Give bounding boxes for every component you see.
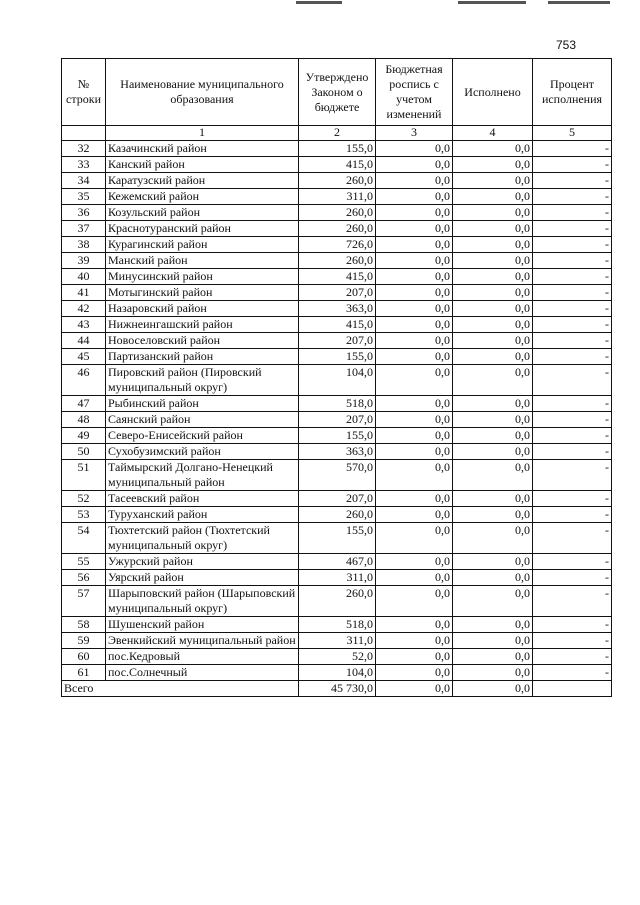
approved-amount: 260,0 [299,173,376,189]
approved-amount: 260,0 [299,253,376,269]
budget-amount: 0,0 [376,365,453,396]
table-row [62,285,612,301]
budget-amount: 0,0 [376,412,453,428]
column-number [62,126,106,141]
approved-amount: 726,0 [299,237,376,253]
executed-amount: 0,0 [453,649,533,665]
header-name: Наименование муниципального образования [106,59,299,126]
approved-amount: 155,0 [299,141,376,157]
budget-amount: 0,0 [376,317,453,333]
budget-amount: 0,0 [376,491,453,507]
executed-amount: 0,0 [453,523,533,554]
page-number: 753 [556,38,577,52]
table-row [62,428,612,444]
execution-percent: - [533,554,612,570]
budget-amount: 0,0 [376,570,453,586]
table-row [62,365,612,396]
municipality-name: Партизанский район [106,349,299,365]
table-row [62,633,612,649]
executed-amount: 0,0 [453,396,533,412]
municipality-name: Шарыповский район (Шарыповский муниципальный округ) [106,586,299,617]
approved-amount: 363,0 [299,444,376,460]
municipality-name: Манский район [106,253,299,269]
table-row [62,460,612,491]
execution-percent: - [533,649,612,665]
row-number: 52 [62,491,106,507]
table-row [62,317,612,333]
approved-amount: 104,0 [299,665,376,681]
approved-amount: 260,0 [299,205,376,221]
executed-amount: 0,0 [453,586,533,617]
municipality-name: Нижнеингашский район [106,317,299,333]
execution-percent: - [533,189,612,205]
row-number: 45 [62,349,106,365]
execution-percent: - [533,444,612,460]
budget-amount: 0,0 [376,173,453,189]
approved-amount: 570,0 [299,460,376,491]
row-number: 43 [62,317,106,333]
executed-amount: 0,0 [453,570,533,586]
approved-amount: 207,0 [299,285,376,301]
table-row [62,301,612,317]
approved-amount: 518,0 [299,396,376,412]
table-row [62,586,612,617]
execution-percent: - [533,396,612,412]
executed-amount: 0,0 [453,633,533,649]
executed-amount: 0,0 [453,444,533,460]
row-number: 61 [62,665,106,681]
municipality-name: Новоселовский район [106,333,299,349]
row-number: 59 [62,633,106,649]
municipality-name: Сухобузимский район [106,444,299,460]
executed-amount: 0,0 [453,317,533,333]
municipality-name: Ужурский район [106,554,299,570]
municipality-name: Саянский район [106,412,299,428]
approved-amount: 260,0 [299,586,376,617]
approved-amount: 415,0 [299,317,376,333]
scan-top-edge-marks [0,0,640,6]
row-number: 54 [62,523,106,554]
executed-amount: 0,0 [453,285,533,301]
budget-amount: 0,0 [376,507,453,523]
execution-percent: - [533,412,612,428]
budget-amount: 0,0 [376,396,453,412]
table-row [62,237,612,253]
header-percent: Процент исполнения [533,59,612,126]
table-body [62,141,612,681]
budget-amount: 0,0 [376,157,453,173]
row-number: 42 [62,301,106,317]
table-row [62,665,612,681]
municipality-name: пос.Кедровый [106,649,299,665]
table-row [62,253,612,269]
row-number: 39 [62,253,106,269]
budget-amount: 0,0 [376,523,453,554]
table-row [62,444,612,460]
municipality-name: Назаровский район [106,301,299,317]
approved-amount: 207,0 [299,412,376,428]
municipality-name: Минусинский район [106,269,299,285]
row-number: 48 [62,412,106,428]
row-number: 58 [62,617,106,633]
execution-percent: - [533,460,612,491]
table-row [62,205,612,221]
approved-amount: 104,0 [299,365,376,396]
budget-amount: 0,0 [376,237,453,253]
executed-amount: 0,0 [453,221,533,237]
table-row [62,333,612,349]
executed-amount: 0,0 [453,554,533,570]
execution-percent: - [533,349,612,365]
municipality-name: Таймырский Долгано-Ненецкий муниципальный район [106,460,299,491]
table-row [62,189,612,205]
budget-amount: 0,0 [376,269,453,285]
budget-amount: 0,0 [376,428,453,444]
municipality-name: Мотыгинский район [106,285,299,301]
table-row [62,269,612,285]
execution-percent: - [533,491,612,507]
executed-amount: 0,0 [453,349,533,365]
table-row [62,649,612,665]
row-number: 44 [62,333,106,349]
column-number: 2 [299,126,376,141]
municipality-name: Тюхтетский район (Тюхтетский муниципальный округ) [106,523,299,554]
budget-amount: 0,0 [376,554,453,570]
table-row [62,617,612,633]
execution-percent: - [533,570,612,586]
approved-amount: 311,0 [299,570,376,586]
row-number: 49 [62,428,106,444]
executed-amount: 0,0 [453,173,533,189]
budget-amount: 0,0 [376,205,453,221]
table-row [62,396,612,412]
execution-percent: - [533,633,612,649]
execution-percent: - [533,253,612,269]
table-header-row [62,59,612,126]
executed-amount: 0,0 [453,365,533,396]
approved-amount: 311,0 [299,189,376,205]
execution-percent: - [533,221,612,237]
execution-percent: - [533,269,612,285]
table-row [62,173,612,189]
table-row [62,412,612,428]
row-number: 32 [62,141,106,157]
row-number: 38 [62,237,106,253]
total-percent [533,681,612,697]
approved-amount: 155,0 [299,523,376,554]
row-number: 36 [62,205,106,221]
approved-amount: 311,0 [299,633,376,649]
executed-amount: 0,0 [453,665,533,681]
execution-percent: - [533,205,612,221]
row-number: 53 [62,507,106,523]
execution-percent: - [533,617,612,633]
row-number: 51 [62,460,106,491]
row-number: 37 [62,221,106,237]
approved-amount: 52,0 [299,649,376,665]
executed-amount: 0,0 [453,205,533,221]
municipality-name: Рыбинский район [106,396,299,412]
execution-percent: - [533,665,612,681]
executed-amount: 0,0 [453,189,533,205]
municipality-name: Краснотуранский район [106,221,299,237]
execution-percent: - [533,317,612,333]
execution-percent: - [533,285,612,301]
row-number: 40 [62,269,106,285]
approved-amount: 415,0 [299,269,376,285]
municipality-name: Козульский район [106,205,299,221]
municipality-name: Туруханский район [106,507,299,523]
municipality-name: Пировский район (Пировский муниципальный округ) [106,365,299,396]
approved-amount: 467,0 [299,554,376,570]
approved-amount: 518,0 [299,617,376,633]
execution-percent: - [533,173,612,189]
budget-amount: 0,0 [376,444,453,460]
budget-amount: 0,0 [376,586,453,617]
execution-percent: - [533,523,612,554]
budget-amount: 0,0 [376,665,453,681]
row-number: 57 [62,586,106,617]
row-number: 47 [62,396,106,412]
budget-amount: 0,0 [376,649,453,665]
executed-amount: 0,0 [453,491,533,507]
column-number-row [62,126,612,141]
executed-amount: 0,0 [453,507,533,523]
municipality-name: пос.Солнечный [106,665,299,681]
row-number: 46 [62,365,106,396]
executed-amount: 0,0 [453,428,533,444]
approved-amount: 260,0 [299,221,376,237]
municipality-name: Шушенский район [106,617,299,633]
total-executed: 0,0 [453,681,533,697]
municipality-name: Каратузский район [106,173,299,189]
municipality-name: Эвенкийский муниципальный район [106,633,299,649]
municipality-name: Канский район [106,157,299,173]
header-executed: Исполнено [453,59,533,126]
executed-amount: 0,0 [453,617,533,633]
execution-percent: - [533,141,612,157]
execution-percent: - [533,586,612,617]
table-row [62,523,612,554]
executed-amount: 0,0 [453,460,533,491]
executed-amount: 0,0 [453,253,533,269]
approved-amount: 207,0 [299,491,376,507]
column-number: 3 [376,126,453,141]
execution-percent: - [533,428,612,444]
approved-amount: 155,0 [299,428,376,444]
budget-amount: 0,0 [376,301,453,317]
execution-percent: - [533,301,612,317]
table-row [62,491,612,507]
total-label: Всего [62,681,299,697]
execution-percent: - [533,365,612,396]
header-row-number: № строки [62,59,106,126]
execution-percent: - [533,333,612,349]
approved-amount: 260,0 [299,507,376,523]
budget-amount: 0,0 [376,221,453,237]
executed-amount: 0,0 [453,237,533,253]
budget-amount: 0,0 [376,333,453,349]
municipality-name: Курагинский район [106,237,299,253]
row-number: 34 [62,173,106,189]
row-number: 33 [62,157,106,173]
total-approved: 45 730,0 [299,681,376,697]
table-row [62,349,612,365]
budget-amount: 0,0 [376,189,453,205]
executed-amount: 0,0 [453,412,533,428]
budget-amount: 0,0 [376,349,453,365]
municipality-name: Тасеевский район [106,491,299,507]
row-number: 60 [62,649,106,665]
budget-amount: 0,0 [376,460,453,491]
header-approved: Утверждено Законом о бюджете [299,59,376,126]
budget-amount: 0,0 [376,253,453,269]
budget-amount: 0,0 [376,617,453,633]
execution-percent: - [533,157,612,173]
row-number: 41 [62,285,106,301]
row-number: 50 [62,444,106,460]
budget-execution-table [61,58,612,697]
execution-percent: - [533,237,612,253]
row-number: 55 [62,554,106,570]
table-row [62,507,612,523]
row-number: 35 [62,189,106,205]
executed-amount: 0,0 [453,333,533,349]
budget-amount: 0,0 [376,285,453,301]
table-row [62,157,612,173]
budget-amount: 0,0 [376,141,453,157]
executed-amount: 0,0 [453,301,533,317]
budget-amount: 0,0 [376,633,453,649]
header-budget: Бюджетная роспись с учетом изменений [376,59,453,126]
table-row [62,570,612,586]
column-number: 1 [106,126,299,141]
total-row [62,681,612,697]
approved-amount: 415,0 [299,157,376,173]
municipality-name: Кежемский район [106,189,299,205]
table-row [62,221,612,237]
executed-amount: 0,0 [453,141,533,157]
table-row [62,141,612,157]
municipality-name: Казачинский район [106,141,299,157]
column-number: 4 [453,126,533,141]
municipality-name: Уярский район [106,570,299,586]
approved-amount: 155,0 [299,349,376,365]
approved-amount: 207,0 [299,333,376,349]
executed-amount: 0,0 [453,157,533,173]
approved-amount: 363,0 [299,301,376,317]
executed-amount: 0,0 [453,269,533,285]
row-number: 56 [62,570,106,586]
table-row [62,554,612,570]
execution-percent: - [533,507,612,523]
municipality-name: Северо-Енисейский район [106,428,299,444]
total-budget: 0,0 [376,681,453,697]
column-number: 5 [533,126,612,141]
